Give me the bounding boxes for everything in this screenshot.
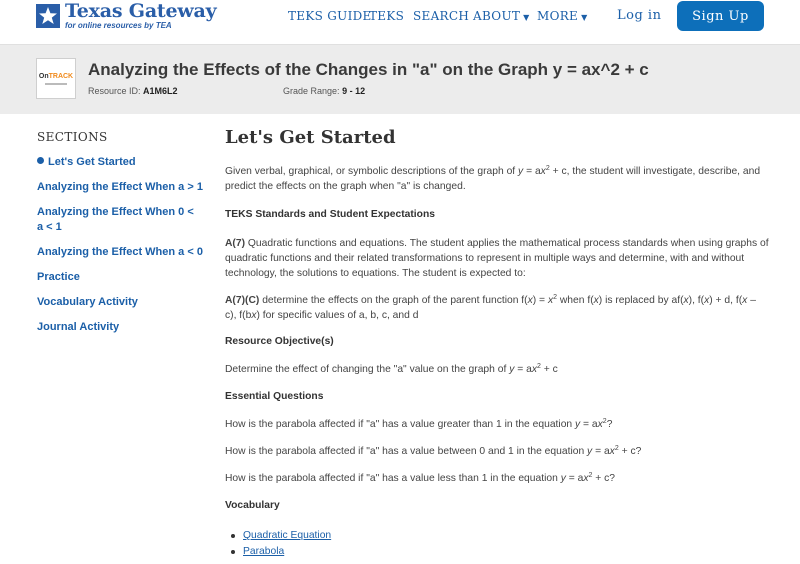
teks-a7-text: Quadratic functions and equations. The student applies the mathematical process standards when using graphs of quadratic functions and their related transformations to represent in multiple ways and determine, with and without technology, the solutions to equations. The student is expected to: xyxy=(225,238,769,279)
chevron-down-icon: ▼ xyxy=(581,13,588,22)
sidebar-item-vocabulary-activity[interactable]: Vocabulary Activity xyxy=(37,296,138,308)
teks-a7c-text: when f( xyxy=(557,295,594,306)
brand-name: Texas Gateway xyxy=(65,0,217,22)
grade-range-value: 9 - 12 xyxy=(342,86,366,96)
sections-heading: SECTIONS xyxy=(37,130,108,144)
intro-text-end: , the student will investigate, describe, and predict the effects on the graph when "a" is changed. xyxy=(225,166,761,192)
teks-a7c-paragraph: A(7)(C) determine the effects on the graph of the parent function $f(x) = x^2$ when f(x) is replaced by af(x), f(x) + d, f(x – c), f(bx) for specific values of a, b, c, and d xyxy=(225,294,756,321)
nav-teks-guide[interactable]: TEKS GUIDE xyxy=(288,9,372,23)
nav-more-label: MORE xyxy=(537,9,579,23)
resource-title: Analyzing the Effects of the Changes in "a" on the Graph y = ax^2 + c xyxy=(88,60,649,79)
sidebar-item-journal-activity[interactable]: Journal Activity xyxy=(37,321,120,333)
teks-a7c-text: ) + d, f( xyxy=(709,295,743,306)
sidebar-item-a-between-0-1[interactable]: Analyzing the Effect When 0 < a < 1 xyxy=(37,206,194,233)
nav-about-label: ABOUT xyxy=(473,9,521,23)
essential-question-3: How is the parabola affected if "a" has a value less than 1 in the equation $y = ax^2 + c$? xyxy=(225,472,616,484)
sidebar-item-a-greater-1[interactable]: Analyzing the Effect When a > 1 xyxy=(37,181,203,193)
nav-more[interactable] xyxy=(537,9,588,23)
resource-id xyxy=(88,86,178,96)
nav-teks[interactable]: TEKS xyxy=(369,9,405,23)
sidebar-item-label: Let's Get Started xyxy=(48,156,136,168)
teks-a7c-text: ) for specific values of a, b, c, and d xyxy=(256,310,419,321)
question-text: How is the parabola affected if "a" has a value between 0 and 1 in the equation xyxy=(225,446,588,457)
teks-a7-paragraph xyxy=(225,236,770,281)
badge-track: TRACK xyxy=(48,72,74,80)
nav-about[interactable] xyxy=(473,9,530,23)
teks-a7-code: A(7) xyxy=(225,238,246,249)
essential-question-1: How is the parabola affected if "a" has a value greater than 1 in the equation $y = ax^2$? xyxy=(225,418,613,430)
objective-text: Determine the effect of changing the "a" value on the graph of $y = ax^2 + c$ xyxy=(225,363,558,375)
login-link[interactable]: Log in xyxy=(617,8,662,23)
chevron-down-icon: ▼ xyxy=(523,13,530,22)
essential-questions-heading: Essential Questions xyxy=(225,391,324,402)
texas-gateway-logo[interactable] xyxy=(36,2,217,32)
objective-heading: Resource Objective(s) xyxy=(225,336,334,347)
resource-id-label: Resource ID: xyxy=(88,86,141,96)
vocab-link-quadratic-equation[interactable]: Quadratic Equation xyxy=(243,530,332,541)
intro-paragraph: Given verbal, graphical, or symbolic descriptions of the graph of $y = ax^2 + c$, the student will investigate, describe, and predict the effects on the graph when "a" is changed. xyxy=(225,165,761,192)
essential-question-2: How is the parabola affected if "a" has a value between 0 and 1 in the equation $y = ax^2 + c$? xyxy=(225,445,642,457)
ontrack-badge xyxy=(36,58,76,99)
teks-a7c-code: A(7)(C) xyxy=(225,295,260,306)
sidebar-item-a-less-0[interactable]: Analyzing the Effect When a < 0 xyxy=(37,246,203,258)
resource-id-value: A1M6L2 xyxy=(143,86,178,96)
top-navigation xyxy=(0,0,800,44)
sidebar-item-practice[interactable]: Practice xyxy=(37,271,80,283)
objective-text-start: Determine the effect of changing the "a" value on the graph of xyxy=(225,364,510,375)
question-text: How is the parabola affected if "a" has a value less than 1 in the equation xyxy=(225,473,561,484)
teks-heading: TEKS Standards and Student Expectations xyxy=(225,209,435,220)
star-icon xyxy=(36,4,60,28)
sidebar-item-lets-get-started[interactable] xyxy=(37,155,207,170)
nav-search[interactable]: SEARCH xyxy=(413,9,470,23)
list-item xyxy=(243,528,331,544)
badge-logo-text xyxy=(39,73,73,80)
vocab-link-parabola[interactable]: Parabola xyxy=(243,546,285,557)
teks-a7c-text: ), f( xyxy=(688,295,705,306)
vocabulary-list xyxy=(243,528,331,560)
teks-a7c-text: – c), f(b xyxy=(225,295,756,321)
brand-tagline: for online resources by TEA xyxy=(65,21,172,30)
list-item xyxy=(243,544,331,560)
teks-a7c-text: ) is replaced by af( xyxy=(598,295,684,306)
question-text: How is the parabola affected if "a" has a value greater than 1 in the equation xyxy=(225,419,576,430)
signup-button[interactable]: Sign Up xyxy=(677,1,764,31)
grade-range xyxy=(283,86,365,96)
vocabulary-heading: Vocabulary xyxy=(225,500,280,511)
page-title: Let's Get Started xyxy=(225,127,396,148)
grade-range-label: Grade Range: xyxy=(283,86,340,96)
teks-a7c-text: determine the effects on the graph of the parent function f( xyxy=(259,295,528,306)
intro-text-start: Given verbal, graphical, or symbolic descriptions of the graph of xyxy=(225,166,519,177)
badge-on: On xyxy=(38,72,49,80)
resource-header xyxy=(0,44,800,114)
active-dot-icon xyxy=(37,157,44,164)
